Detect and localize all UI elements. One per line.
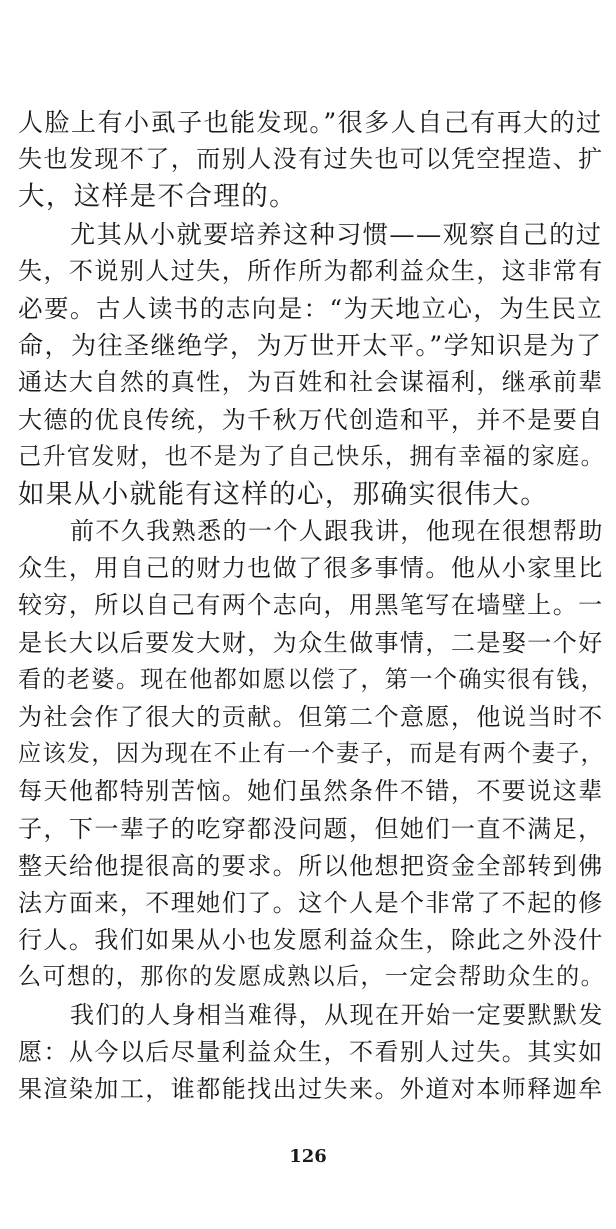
text-line: 是长大以后要发大财，为众生做事情，二是娶一个好	[18, 628, 604, 657]
text-line: 看的老婆。现在他都如愿以偿了，第一个确实很有钱，	[18, 666, 606, 693]
text-line: 必要。古人读书的志向是：“为天地立心，为生民立	[18, 293, 604, 323]
text-line: 己升官发财，也不是为了自己快乐，拥有幸福的家庭。	[18, 443, 606, 470]
text-line: 整天给他提很高的要求。所以他想把资金全部转到佛	[18, 851, 604, 880]
page-number: 126	[289, 1146, 327, 1167]
text-line: 行人。我们如果从小也发愿利益众生，除此之外没什	[18, 926, 604, 955]
text-line: 较穷，所以自己有两个志向，用黑笔写在墙壁上。一	[18, 591, 604, 620]
body-text	[18, 104, 604, 1108]
text-line: 子，下一辈子的吃穿都没问题，但她们一直不满足，	[18, 814, 604, 843]
text-line: 为社会作了很大的贡献。但第二个意愿，他说当时不	[18, 703, 604, 731]
text-line: 法方面来，不理她们了。这个人是个非常了不起的修	[18, 888, 604, 917]
text-line: 应该发，因为现在不止有一个妻子，而是有两个妻子，	[18, 741, 606, 768]
text-line: 失也发现不了，而别人没有过失也可以凭空捏造、扩	[18, 145, 604, 174]
text-line: 么可想的，那你的发愿成熟以后，一定会帮助众生的。	[18, 964, 606, 991]
text-line: 大，这样是不合理的。	[18, 181, 297, 213]
text-line: 失，不说别人过失，所作所为都利益众生，这非常有	[18, 256, 604, 285]
text-line: 大德的优良传统，为千秋万代创造和平，并不是要自	[18, 405, 604, 434]
text-line: 如果从小就能有这样的心，那确实很伟大。	[18, 478, 549, 510]
text-line: 尤其从小就要培养这种习惯——观察自己的过	[70, 219, 603, 249]
text-line: 果渲染加工，谁都能找出过失来。外道对本师释迦牟	[18, 1074, 604, 1103]
text-line: 每天他都特别苦恼。她们虽然条件不错，不要说这辈	[18, 777, 604, 806]
text-line: 我们的人身相当难得，从现在开始一定要默默发	[70, 1000, 604, 1029]
text-line: 通达大自然的真性，为百姓和社会谋福利，继承前辈	[18, 368, 604, 397]
text-line: 前不久我熟悉的一个人跟我讲，他现在很想帮助	[70, 517, 604, 546]
text-line: 众生，用自己的财力也做了很多事情。他从小家里比	[18, 554, 604, 583]
text-line: 人脸上有小虱子也能发现。”很多人自己有再大的过	[18, 108, 603, 137]
text-line: 愿：从今以后尽量利益众生，不看别人过失。其实如	[18, 1037, 604, 1066]
text-line: 命，为往圣继绝学，为万世开太平。”学知识是为了	[18, 331, 603, 361]
